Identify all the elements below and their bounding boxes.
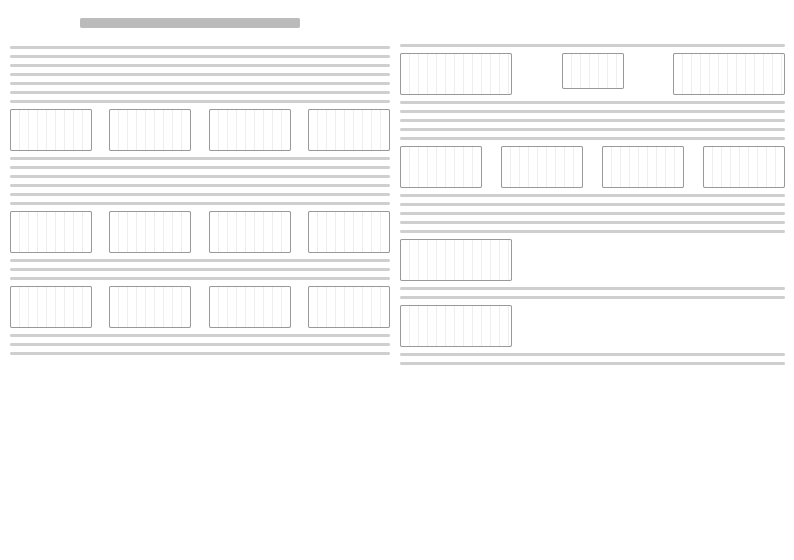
text-line [10, 157, 390, 160]
text-line [10, 73, 390, 76]
text-line [400, 353, 785, 356]
text-line [400, 128, 785, 131]
text-line [10, 166, 390, 169]
text-line [10, 202, 390, 205]
circuit-figure [10, 109, 92, 151]
text-line [10, 343, 390, 346]
text-line [400, 137, 785, 140]
figure-row [400, 146, 785, 188]
text-line [10, 55, 390, 58]
circuit-figure [501, 146, 583, 188]
text-line [400, 110, 785, 113]
text-line [10, 184, 390, 187]
text-line [400, 119, 785, 122]
figure-row [10, 211, 390, 253]
circuit-figure [400, 239, 512, 281]
text-line [10, 268, 390, 271]
figure-row [400, 305, 785, 347]
text-line [10, 46, 390, 49]
circuit-figure [562, 53, 624, 89]
text-line [400, 194, 785, 197]
circuit-figure [109, 286, 191, 328]
circuit-figure [109, 109, 191, 151]
circuit-figure [400, 305, 512, 347]
text-line [400, 44, 785, 47]
circuit-figure [209, 109, 291, 151]
text-line [10, 277, 390, 280]
circuit-figure [673, 53, 785, 95]
text-line [10, 193, 390, 196]
text-line [400, 230, 785, 233]
text-line [400, 287, 785, 290]
text-line [400, 362, 785, 365]
circuit-figure [703, 146, 785, 188]
circuit-figure [10, 286, 92, 328]
text-line [10, 91, 390, 94]
text-line [10, 100, 390, 103]
text-line [10, 334, 390, 337]
circuit-figure [400, 53, 512, 95]
text-line [10, 352, 390, 355]
text-line [10, 64, 390, 67]
text-line [400, 203, 785, 206]
circuit-figure [10, 211, 92, 253]
text-line [400, 221, 785, 224]
text-line [400, 212, 785, 215]
circuit-figure [109, 211, 191, 253]
circuit-figure [400, 146, 482, 188]
left-column [10, 40, 390, 361]
circuit-figure [308, 286, 390, 328]
figure-row [400, 53, 785, 95]
text-line [10, 175, 390, 178]
circuit-figure [209, 286, 291, 328]
circuit-figure [209, 211, 291, 253]
text-line [400, 296, 785, 299]
text-line [10, 82, 390, 85]
figure-row [400, 239, 785, 281]
text-line [400, 101, 785, 104]
circuit-figure [308, 109, 390, 151]
right-column [400, 38, 785, 371]
figure-row [10, 109, 390, 151]
text-line [10, 259, 390, 262]
page-title [80, 18, 300, 28]
circuit-figure [602, 146, 684, 188]
figure-row [10, 286, 390, 328]
circuit-figure [308, 211, 390, 253]
